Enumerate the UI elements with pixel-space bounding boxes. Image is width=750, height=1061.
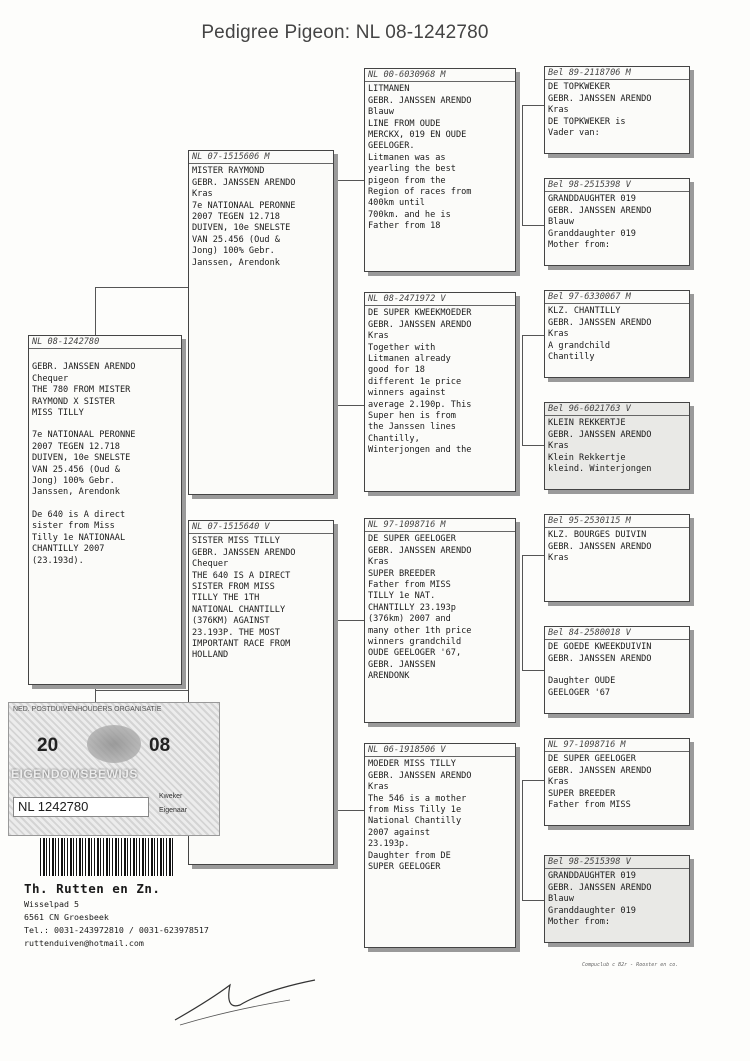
connector-dds-branch <box>522 780 544 781</box>
pigeon-text-line: GEBR. JANSSEN ARENDO <box>548 541 652 552</box>
pigeon-text-line: winners grandchild <box>368 637 462 648</box>
pigeon-text-line: Janssen, Arendonk <box>192 257 280 268</box>
blank-line <box>32 499 178 510</box>
ring-number: NL 07-1515640 V <box>189 522 333 534</box>
pigeon-text-line: the Janssen lines <box>368 422 456 433</box>
owner-email: ruttenduiven@hotmail.com <box>24 938 144 948</box>
pigeon-text-line: sister from Miss <box>32 521 115 532</box>
pigeon-text-line: VAN 25.456 (Oud & <box>32 464 120 475</box>
pigeon-card-sdd <box>544 402 690 490</box>
connector-dam <box>335 620 366 810</box>
pigeon-text-line: yearling the best <box>368 164 456 175</box>
pigeon-text-line: Janssen, Arendonk <box>32 487 120 498</box>
ring-id-field: NL 1242780 <box>13 797 149 817</box>
connector-sss-branch <box>522 105 544 106</box>
connector-ddd-branch <box>522 900 544 901</box>
ring-number: Bel 84-2580018 V <box>545 628 689 640</box>
pigeon-text-line: CHANTILLY 2007 <box>32 544 105 555</box>
ownership-caption: EIGENDOMSBEWIJS <box>11 767 138 781</box>
pigeon-text-line: average 2.190p. This <box>368 399 472 410</box>
ring-number: NL 07-1515606 M <box>189 152 333 164</box>
lion-emblem-icon <box>87 725 141 763</box>
pigeon-text-line: DE SUPER KWEEKMOEDER <box>368 308 472 319</box>
pigeon-text-line: GEBR. JANSSEN ARENDO <box>548 765 652 776</box>
pigeon-text-line: DUIVEN, 10e SNELSTE <box>192 223 291 234</box>
connector-dsd-branch <box>522 670 544 671</box>
pigeon-text-line: GEBR. JANSSEN ARENDO <box>548 429 652 440</box>
pigeon-text-line: The 546 is a mother <box>368 793 467 804</box>
pigeon-text-line: kleind. Winterjongen <box>548 464 652 475</box>
pigeon-text-line: 2007 TEGEN 12.718 <box>32 441 120 452</box>
pigeon-text-line: GEBR. JANSSEN ARENDO <box>192 177 296 188</box>
pigeon-text-line: from Miss Tilly 1e <box>368 805 462 816</box>
pigeon-text-line: DE TOPKWEKER <box>548 82 611 93</box>
connector-dss-branch <box>522 555 544 556</box>
ring-number: Bel 98-2515398 V <box>545 180 689 192</box>
pigeon-text-line: Kras <box>368 331 389 342</box>
pigeon-text-line: 2007 TEGEN 12.718 <box>192 212 280 223</box>
ring-number: Bel 95-2530115 M <box>545 516 689 528</box>
pigeon-text-line: LINE FROM OUDE <box>368 118 441 129</box>
pigeon-text-line: Chequer <box>32 373 69 384</box>
pigeon-text-line: GEBR. JANSSEN ARENDO <box>368 319 472 330</box>
pigeon-text-line: GEBR. JANSSEN ARENDO <box>548 93 652 104</box>
side-label-owner: Eigenaar <box>159 807 188 814</box>
pigeon-text-line: Chantilly <box>548 352 595 363</box>
pigeon-text-line: Kras <box>368 557 389 568</box>
connector-sds-branch <box>522 335 544 336</box>
pigeon-text-line: CHANTILLY 23.193p <box>368 602 456 613</box>
pigeon-text-line: IMPORTANT RACE FROM <box>192 639 291 650</box>
pigeon-text-line: GRANDDAUGHTER 019 <box>548 194 636 205</box>
pigeon-text-line: Daughter OUDE <box>548 676 616 687</box>
pigeon-text-line: Granddaughter 019 <box>548 228 636 239</box>
pigeon-text-line: Mother from: <box>548 917 611 928</box>
pigeon-text-line: MOEDER MISS TILLY <box>368 759 456 770</box>
pigeon-card-dss <box>544 514 690 602</box>
pigeon-card-dd <box>364 743 516 948</box>
pigeon-text-line: DE GOEDE KWEEKDUIVIN <box>548 642 652 653</box>
blank-line <box>32 419 178 430</box>
owner-name: Th. Rutten en Zn. <box>24 881 161 896</box>
pigeon-text-line: 23.193P. THE MOST <box>192 627 280 638</box>
pigeon-text-line: THE 780 FROM MISTER <box>32 385 131 396</box>
connector-sire <box>335 180 366 405</box>
pigeon-card-subject <box>28 335 182 685</box>
pigeon-text-line: SISTER MISS TILLY <box>192 536 280 547</box>
ring-number: Bel 89-2118706 M <box>545 68 689 80</box>
signature-scribble <box>170 970 320 1030</box>
pigeon-text-line: SUPER BREEDER <box>368 568 436 579</box>
pigeon-card-sire <box>188 150 334 495</box>
pigeon-text-line: VAN 25.456 (Oud & <box>192 234 280 245</box>
ring-number: NL 06-1918506 V <box>365 745 515 757</box>
pigeon-text-line: different 1e price <box>368 376 462 387</box>
connector-ss-branch <box>335 180 365 181</box>
ring-number: NL 97-1098716 M <box>365 520 515 532</box>
side-label-breeder: Kweker <box>159 793 183 800</box>
pigeon-text-line: GEBR. JANSSEN ARENDO <box>548 653 652 664</box>
pigeon-text-line: OUDE GEELOGER '67, <box>368 648 462 659</box>
footer-note: Compuclub c B2r - Rooster en co. <box>582 962 679 968</box>
pigeon-text-line: Kras <box>548 329 569 340</box>
pigeon-text-line: TILLY 1e NAT. <box>368 591 436 602</box>
pigeon-card-ssd <box>544 178 690 266</box>
connector-dd-branch <box>335 810 365 811</box>
pigeon-text-line: Father from MISS <box>548 800 631 811</box>
pigeon-text-line: GEBR. JANSSEN ARENDO <box>368 770 472 781</box>
pigeon-text-line: DE SUPER GEELOGER <box>368 534 456 545</box>
pigeon-text-line: 700km. and he is <box>368 209 451 220</box>
blank-line <box>32 351 178 362</box>
connector-sd-branch <box>335 405 365 406</box>
pigeon-text-line: Kras <box>368 782 389 793</box>
pigeon-text-line: MISTER RAYMOND <box>192 166 265 177</box>
ring-number: NL 08-2471972 V <box>365 294 515 306</box>
pigeon-text-line: TILLY THE 1TH <box>192 593 260 604</box>
pigeon-text-line: GEELOGER '67 <box>548 687 611 698</box>
pigeon-text-line: 400km until <box>368 198 425 209</box>
pigeon-text-line: THE 640 IS A DIRECT <box>192 570 291 581</box>
owner-address: Wisselpad 5 <box>24 899 79 909</box>
connector-dd <box>522 780 545 900</box>
pigeon-text-line: Mother from: <box>548 240 611 251</box>
pigeon-text-line: LITMANEN <box>368 84 410 95</box>
connector-ss <box>522 105 545 225</box>
pigeon-text-line: DUIVEN, 10e SNELSTE <box>32 453 131 464</box>
pigeon-text-line: pigeon from the <box>368 175 446 186</box>
pigeon-text-line: Chequer <box>192 559 229 570</box>
pigeon-text-line: many other 1th price <box>368 625 472 636</box>
pigeon-text-line: SUPER GEELOGER <box>368 862 441 873</box>
pigeon-text-line: NATIONAL CHANTILLY <box>192 604 286 615</box>
ring-number: NL 00-6030968 M <box>365 70 515 82</box>
pigeon-text-line: Winterjongen and the <box>368 445 472 456</box>
pigeon-card-dsd <box>544 626 690 714</box>
ownership-card <box>8 702 220 836</box>
pigeon-card-sss <box>544 66 690 154</box>
pigeon-card-ddd <box>544 855 690 943</box>
pigeon-text-line: KLZ. BOURGES DUIVIN <box>548 530 647 541</box>
ring-number: Bel 98-2515398 V <box>545 857 689 869</box>
pigeon-text-line: GEBR. JANSSEN ARENDO <box>548 882 652 893</box>
pigeon-text-line: GEBR. JANSSEN <box>368 659 436 670</box>
pigeon-text-line: MISS TILLY <box>32 408 84 419</box>
ring-number: Bel 96-6021763 V <box>545 404 689 416</box>
pigeon-text-line: GEBR. JANSSEN ARENDO <box>192 547 296 558</box>
pigeon-card-dds <box>544 738 690 826</box>
pigeon-text-line: GEBR. JANSSEN ARENDO <box>32 362 136 373</box>
ring-number: NL 97-1098716 M <box>545 740 689 752</box>
pigeon-text-line: National Chantilly <box>368 816 462 827</box>
pigeon-text-line: (376km) 2007 and <box>368 614 451 625</box>
pigeon-text-line: GEBR. JANSSEN ARENDO <box>548 205 652 216</box>
pigeon-text-line: DE SUPER GEELOGER <box>548 754 636 765</box>
connector-sire-branch <box>95 287 189 288</box>
pigeon-card-sds <box>544 290 690 378</box>
pigeon-text-line: A grandchild <box>548 340 611 351</box>
pigeon-text-line: Kras <box>548 553 569 564</box>
ring-number: Bel 97-6330067 M <box>545 292 689 304</box>
barcode <box>40 838 174 876</box>
pigeon-text-line: ARENDONK <box>368 671 410 682</box>
pigeon-text-line: Blauw <box>548 217 574 228</box>
pigeon-text-line: De 640 is A direct <box>32 509 126 520</box>
year-right: 08 <box>149 735 171 756</box>
pigeon-text-line: Super hen is from <box>368 411 456 422</box>
pigeon-text-line: Father from 18 <box>368 221 441 232</box>
owner-phone: Tel.: 0031-243972810 / 0031-623978517 <box>24 925 209 935</box>
pigeon-text-line: SISTER FROM MISS <box>192 582 275 593</box>
pigeon-text-line: Vader van: <box>548 128 600 139</box>
pigeon-text-line: Kras <box>548 105 569 116</box>
pigeon-text-line: DE TOPKWEKER is <box>548 116 626 127</box>
pigeon-text-line: Kras <box>548 441 569 452</box>
pigeon-text-line: good for 18 <box>368 365 425 376</box>
pigeon-text-line: Klein Rekkertje <box>548 452 626 463</box>
owner-info <box>24 880 209 950</box>
pigeon-card-sd <box>364 292 516 492</box>
pigeon-text-line: GEBR. JANSSEN ARENDO <box>368 95 472 106</box>
year-left: 20 <box>37 735 59 756</box>
pigeon-text-line: (376KM) AGAINST <box>192 616 270 627</box>
ring-number: NL 08-1242780 <box>29 337 181 349</box>
pigeon-text-line: 23.193p. <box>368 839 410 850</box>
pigeon-text-line: RAYMOND X SISTER <box>32 396 115 407</box>
connector-sd <box>522 335 545 445</box>
pigeon-text-line: 2007 against <box>368 827 431 838</box>
pigeon-text-line: Tilly 1e NATIONAAL <box>32 532 126 543</box>
pigeon-text-line: Daughter from DE <box>368 850 451 861</box>
pigeon-card-ds <box>364 518 516 723</box>
pigeon-text-line: HOLLAND <box>192 650 229 661</box>
connector-dam-branch <box>95 690 189 691</box>
pigeon-text-line: Kras <box>548 777 569 788</box>
pigeon-text-line: Jong) 100% Gebr. <box>192 246 275 257</box>
pigeon-text-line: Litmanen already <box>368 354 451 365</box>
pigeon-text-line: winners against <box>368 388 446 399</box>
pigeon-text-line: Granddaughter 019 <box>548 905 636 916</box>
pigeon-text-line: Together with <box>368 342 436 353</box>
connector-ds-branch <box>335 620 365 621</box>
pigeon-text-line: Jong) 100% Gebr. <box>32 476 115 487</box>
pigeon-text-line: GEELOGER. <box>368 141 415 152</box>
pigeon-text-line: Blauw <box>368 107 394 118</box>
pigeon-text-line: Blauw <box>548 894 574 905</box>
pigeon-text-line: MERCKX, 019 EN OUDE <box>368 130 467 141</box>
pigeon-text-line: Father from MISS <box>368 580 451 591</box>
pigeon-text-line: Litmanen was as <box>368 152 446 163</box>
pigeon-text-line: GRANDDAUGHTER 019 <box>548 871 636 882</box>
pigeon-text-line: KLEIN REKKERTJE <box>548 418 626 429</box>
pigeon-card-ss <box>364 68 516 272</box>
connector-ds <box>522 555 545 670</box>
organisation-label: NED. POSTDUIVENHOUDERS ORGANISATIE <box>13 706 162 713</box>
connector-ssd-branch <box>522 225 544 226</box>
pigeon-text-line: SUPER BREEDER <box>548 788 616 799</box>
pigeon-text-line: (23.193d). <box>32 555 84 566</box>
owner-city: 6561 CN Groesbeek <box>24 912 109 922</box>
pigeon-text-line: GEBR. JANSSEN ARENDO <box>368 545 472 556</box>
pigeon-text-line: 7e NATIONAAL PERONNE <box>192 200 296 211</box>
pigeon-text-line: Region of races from <box>368 187 472 198</box>
page-title: Pedigree Pigeon: NL 08-1242780 <box>201 22 489 43</box>
pigeon-text-line: 7e NATIONAAL PERONNE <box>32 430 136 441</box>
connector-sdd-branch <box>522 445 544 446</box>
pigeon-text-line: Chantilly, <box>368 433 420 444</box>
pigeon-text-line: KLZ. CHANTILLY <box>548 306 621 317</box>
pigeon-text-line: Kras <box>192 189 213 200</box>
blank-line <box>548 665 686 676</box>
pigeon-text-line: GEBR. JANSSEN ARENDO <box>548 317 652 328</box>
